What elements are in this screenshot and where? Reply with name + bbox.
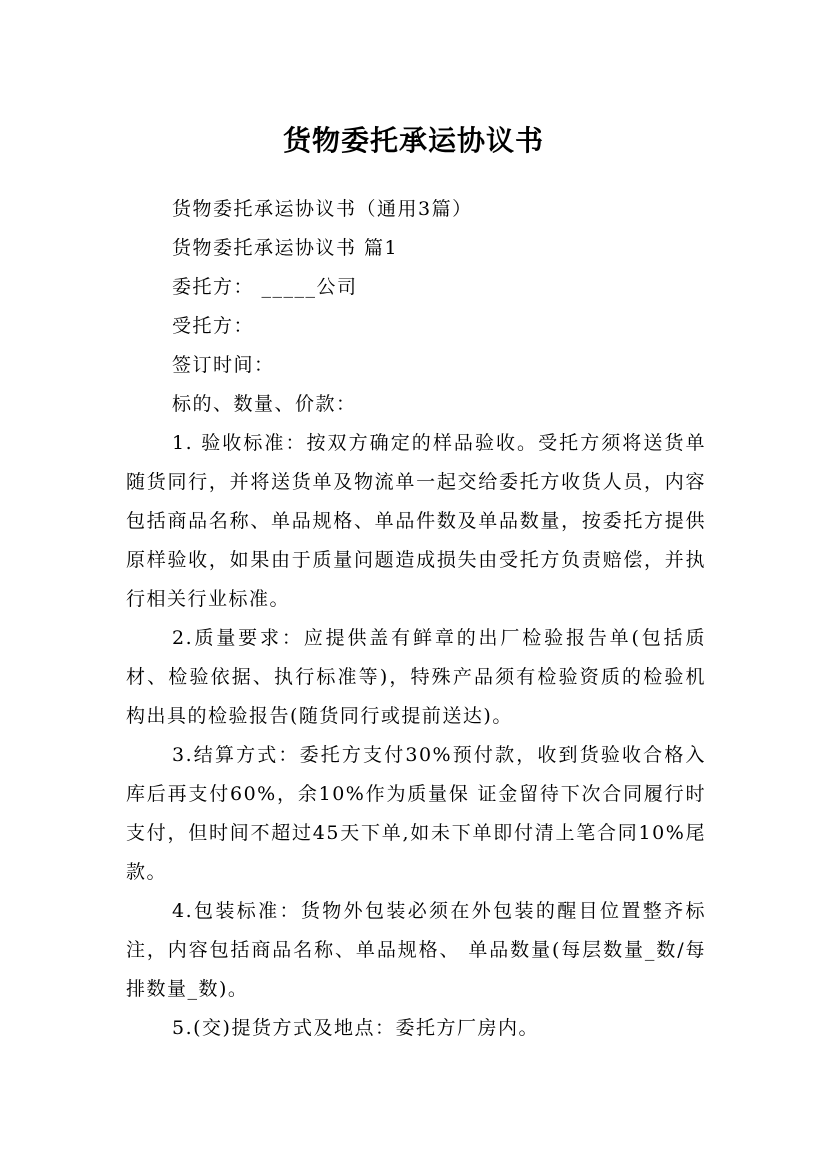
document-body <box>126 190 706 1048</box>
principal-field: 委托方： _____公司 <box>172 276 358 298</box>
clause-delivery-location: 5.(交)提货方式及地点：委托方厂房内。 <box>172 1017 539 1039</box>
clause-acceptance-standard: 1. 验收标准：按双方确定的样品验收。受托方须将送货单随货同行，并将送货单及物流单一起交给委托方收货人员，内容包括商品名称、单品规格、单品件数及单品数量，按委托方提供原样验收，如果由于质量问题造成损失由受托方负责赔偿，并执行相关行业标准。 <box>126 432 706 610</box>
agent-field: 受托方： <box>172 315 255 337</box>
clause-packaging-standard: 4.包装标准：货物外包装必须在外包装的醒目位置整齐标注，内容包括商品名称、单品规格、 单品数量(每层数量_数/每排数量_数)。 <box>126 900 706 1000</box>
section-heading: 货物委托承运协议书 篇1 <box>172 237 399 259</box>
subtitle-line: 货物委托承运协议书（通用3篇） <box>172 198 473 220</box>
subject-field: 标的、数量、价款： <box>172 393 357 415</box>
document-title: 货物委托承运协议书 <box>282 123 544 157</box>
clause-settlement-method: 3.结算方式：委托方支付30%预付款，收到货验收合格入库后再支付60%，余10%作为质量保 证金留待下次合同履行时支付，但时间不超过45天下单,如未下单即付清上笔合同10%尾款。 <box>126 744 706 883</box>
signing-date-field: 签订时间： <box>172 354 275 376</box>
clause-quality-requirements: 2.质量要求：应提供盖有鲜章的出厂检验报告单(包括质材、检验依据、执行标准等)，特殊产品须有检验资质的检验机构出具的检验报告(随货同行或提前送达)。 <box>126 627 706 727</box>
